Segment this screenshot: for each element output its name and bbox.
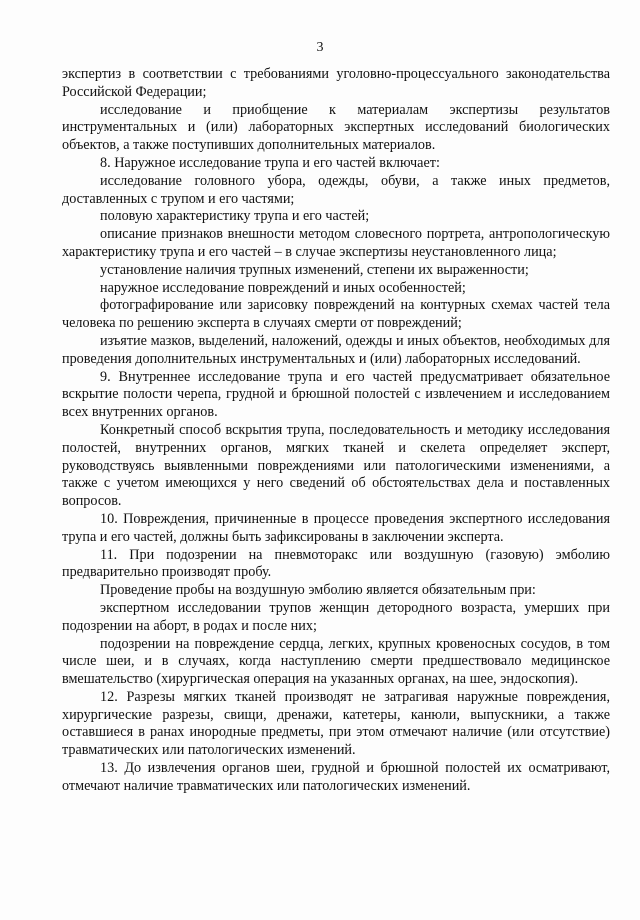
- paragraph-item-12: 12. Разрезы мягких тканей производят не затрагивая наружные повреждения, хирургические разрезы, свищи, дренажи, катетеры, канюли, выпускники, а также оставшиеся в ранах инородные предметы, при этом отмечают наличие (или отсутствие) травматических или патологических изменений.: [62, 688, 610, 759]
- paragraph-item-9: 9. Внутреннее исследование трупа и его частей предусматривает обязательное вскрытие полости черепа, грудной и брюшной полостей с извлечением и исследованием всех внутренних органов.: [62, 368, 610, 421]
- paragraph-method: Конкретный способ вскрытия трупа, последовательность и методику исследования полостей, внутренних органов, мягких тканей и скелета определяет эксперт, руководствуясь выявленными повреждениями или патологическими изменениями, а также с учетом имеющихся у него сведений об обстоятельствах дела и поставленных вопросов.: [62, 421, 610, 510]
- paragraph-item-8: 8. Наружное исследование трупа и его частей включает:: [100, 154, 440, 171]
- paragraph-sampling: изъятие мазков, выделений, наложений, одежды и иных объектов, необходимых для проведения дополнительных инструментальных и (или) лабораторных исследований.: [62, 332, 610, 367]
- paragraph-photography: фотографирование или зарисовку повреждений на контурных схемах частей тела человека по решению эксперта в случаях смерти от повреждений;: [62, 297, 610, 332]
- paragraph-sex-characteristics: половую характеристику трупа и его частей;: [100, 208, 370, 225]
- paragraph-clothing: исследование головного убора, одежды, обуви, а также иных предметов, доставленных с трупом и его частями;: [62, 172, 610, 207]
- paragraph-item-11: 11. При подозрении на пневмоторакс или воздушную (газовую) эмболию предварительно производят пробу.: [62, 546, 610, 581]
- paragraph-postmortem-changes: установление наличия трупных изменений, степени их выраженности;: [100, 261, 529, 278]
- paragraph-external-injuries: наружное исследование повреждений и иных особенностей;: [100, 279, 466, 296]
- paragraph-item-10: 10. Повреждения, причиненные в процессе проведения экспертного исследования трупа и его частей, должны быть зафиксированы в заключении эксперта.: [62, 510, 610, 545]
- paragraph-embolism-test: Проведение пробы на воздушную эмболию является обязательным при:: [100, 582, 536, 599]
- document-body: [62, 66, 610, 796]
- paragraph-continuation: экспертиз в соответствии с требованиями уголовно-процессуального законодательства Российской Федерации;: [62, 66, 610, 100]
- paragraph-attach-results: исследование и приобщение к материалам экспертизы результатов инструментальных и (или) лабораторных экспертных исследований биологических объектов, а также поступивших дополнительных материалов.: [62, 101, 610, 154]
- paragraph-heart-damage: подозрении на повреждение сердца, легких, крупных кровеносных сосудов, в том числе шеи, и в случаях, когда наступлению смерти предшествовало медицинское вмешательство (хирургическая операция на указанных органах, на шее, эндоскопия).: [62, 635, 610, 688]
- page-number: 3: [316, 40, 324, 55]
- paragraph-appearance: описание признаков внешности методом словесного портрета, антропологическую характеристику трупа и его частей – в случае экспертизы неустановленного лица;: [62, 226, 610, 260]
- paragraph-women: экспертном исследовании трупов женщин детородного возраста, умерших при подозрении на аборт, в родах и после них;: [62, 599, 610, 634]
- paragraph-item-13: 13. До извлечения органов шеи, грудной и брюшной полостей их осматривают, отмечают наличие травматических или патологических изменений.: [62, 760, 610, 794]
